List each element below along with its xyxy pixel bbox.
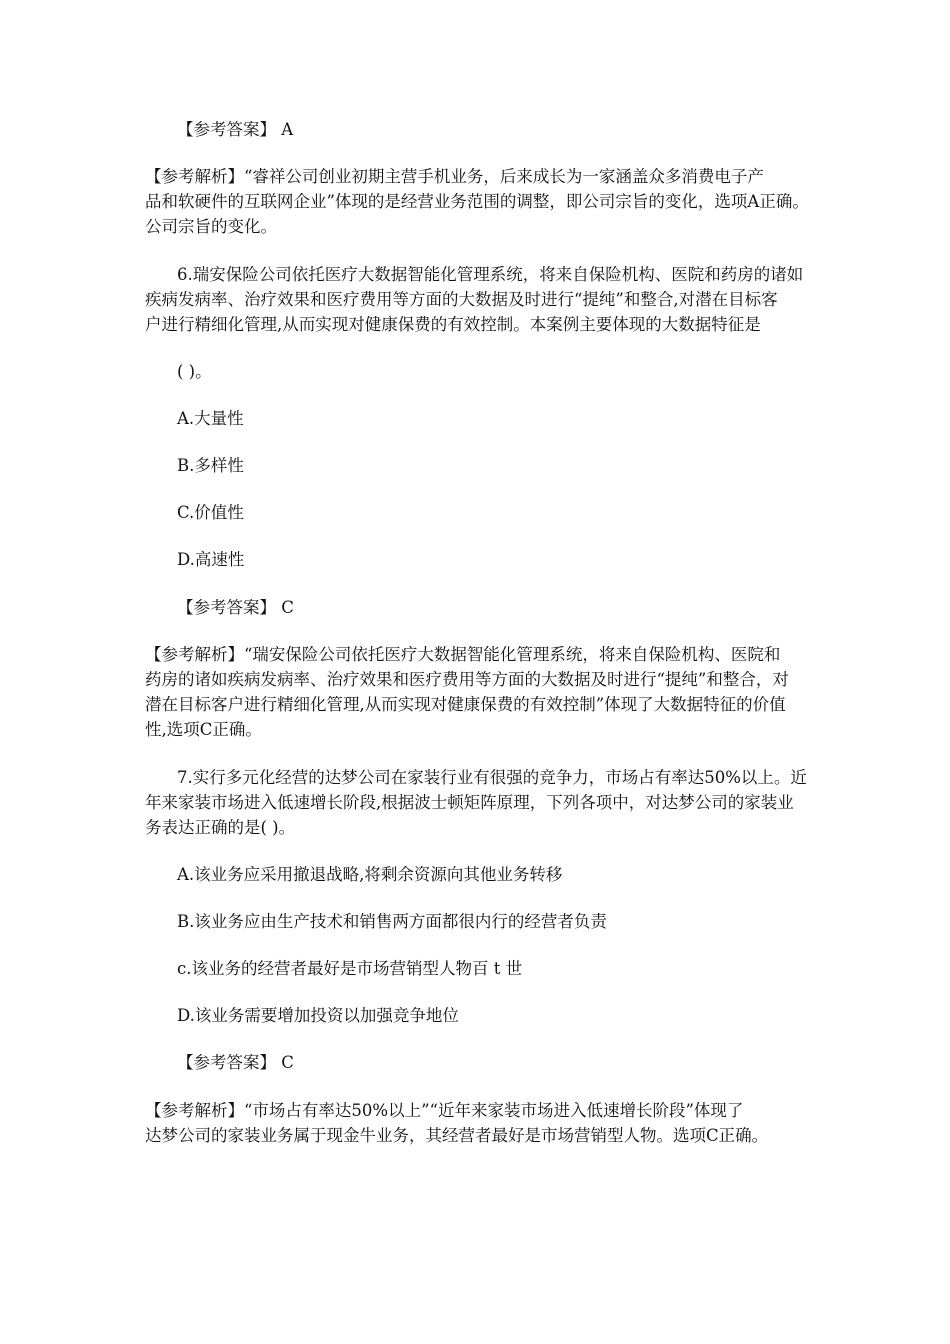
analysis-6-line-2: 药房的诸如疾病发病率、治疗效果和医疗费用等方面的大数据及时进行“提纯”和整合，对 [145,670,789,689]
answer-5: 【参考答案】 A [177,120,294,139]
analysis-5-line-1: 【参考解析】“睿祥公司创业初期主营手机业务，后来成长为一家涵盖众多消费电子产 [145,167,764,186]
q7-option-b: B.该业务应由生产技术和销售两方面都很内行的经营者负责 [177,912,607,931]
q6-option-b: B.多样性 [177,456,244,475]
q6-option-d: D.高速性 [177,550,245,569]
q7-option-c: c.该业务的经营者最好是市场营销型人物百 t 世 [177,959,523,978]
question-7-line-1: 7.实行多元化经营的达梦公司在家装行业有很强的竞争力，市场占有率达50%以上。近 [177,768,807,787]
question-7-line-3: 务表达正确的是( )。 [145,818,296,837]
analysis-7-line-1: 【参考解析】“市场占有率达50%以上”“近年来家装市场进入低速增长阶段”体现了 [145,1101,744,1120]
answer-7: 【参考答案】 C [177,1053,294,1072]
analysis-6-line-1: 【参考解析】“瑞安保险公司依托医疗大数据智能化管理系统，将来自保险机构、医院和 [145,645,781,664]
q6-option-c: C.价值性 [177,503,244,522]
analysis-5-line-2: 品和软硬件的互联网企业”体现的是经营业务范围的调整，即公司宗旨的变化，选项A正确。 [145,192,809,211]
analysis-7-line-2: 达梦公司的家装业务属于现金牛业务，其经营者最好是市场营销型人物。选项C正确。 [145,1126,769,1145]
analysis-5-line-3: 公司宗旨的变化。 [145,217,277,236]
answer-6: 【参考答案】 C [177,598,294,617]
q6-option-a: A.大量性 [177,409,244,428]
q7-option-d: D.该业务需要增加投资以加强竞争地位 [177,1006,459,1025]
question-6-line-1: 6.瑞安保险公司依托医疗大数据智能化管理系统，将来自保险机构、医院和药房的诸如 [177,265,804,284]
question-6-line-3: 户进行精细化管理,从而实现对健康保费的有效控制。本案例主要体现的大数据特征是 [145,315,761,334]
analysis-6-line-3: 潜在目标客户进行精细化管理,从而实现对健康保费的有效控制”体现了大数据特征的价值 [145,695,786,714]
question-6-line-2: 疾病发病率、治疗效果和医疗费用等方面的大数据及时进行“提纯”和整合,对潜在目标客 [145,290,778,309]
question-6-paren: ( )。 [177,362,212,381]
question-7-line-2: 年来家装市场进入低速增长阶段,根据波士顿矩阵原理，下列各项中，对达梦公司的家装业 [145,793,794,812]
q7-option-a: A.该业务应采用撤退战略,将剩余资源向其他业务转移 [177,865,563,884]
analysis-6-line-4: 性,选项C正确。 [145,720,262,739]
